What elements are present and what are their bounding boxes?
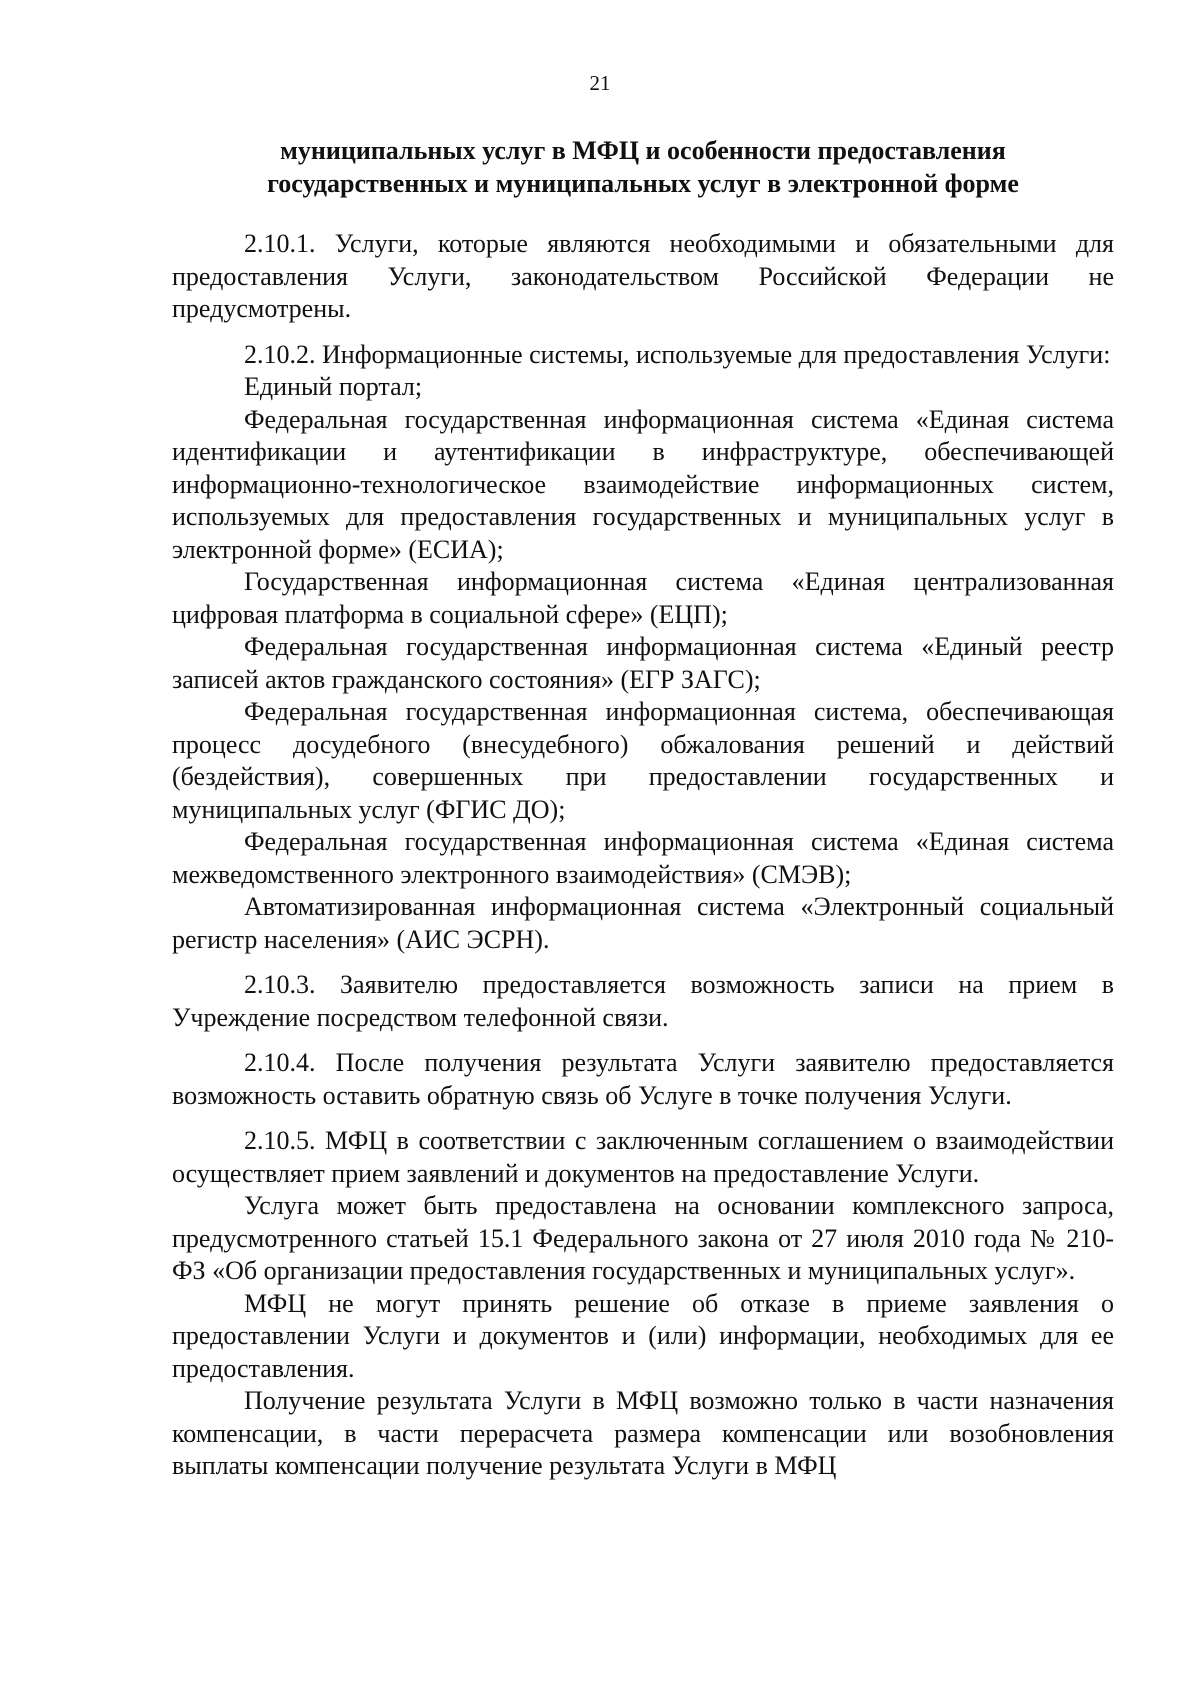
paragraph-mfc-no-refusal: МФЦ не могут принять решение об отказе в приеме заявления о предоставлении Услуги и документов и (или) информации, необходимых для ее предоставления. [172,1288,1114,1383]
paragraph-2-10-5: 2.10.5. МФЦ в соответствии с заключенным соглашением о взаимодействии осуществляет прием заявлений и документов на предоставление Услуги. [172,1126,1114,1188]
document-body [172,134,1114,1483]
paragraph-result-in-mfc: Получение результата Услуги в МФЦ возможно только в части назначения компенсации, в части перерасчета размера компенсации или возобновления выплаты компенсации получение результата Услуги в МФЦ [172,1386,1114,1480]
page-number: 21 [589,71,611,95]
list-item-ecp: Государственная информационная система «Единая централизованная цифровая платформа в социальной сфере» (ЕЦП); [172,567,1114,629]
section-heading-line-2: государственных и муниципальных услуг в электронной форме [267,169,1019,198]
paragraph-2-10-3: 2.10.3. Заявителю предоставляется возможность записи на прием в Учреждение посредством телефонной связи. [172,970,1114,1032]
paragraph-complex-request: Услуга может быть предоставлена на основании комплексного запроса, предусмотренного статьей 15.1 Федерального закона от 27 июля 2010 года № 210-ФЗ «Об организации предоставления государственных и муниципальных услуг». [172,1191,1114,1285]
paragraph-2-10-4: 2.10.4. После получения результата Услуги заявителю предоставляется возможность оставить обратную связь об Услуге в точке получения Услуги. [172,1048,1114,1110]
list-item-egr-zags: Федеральная государственная информационная система «Единый реестр записей актов гражданского состояния» (ЕГР ЗАГС); [172,632,1114,694]
list-item-smev: Федеральная государственная информационная система «Единая система межведомственного электронного взаимодействия» (СМЭВ); [172,827,1114,889]
list-item-ais-esrn: Автоматизированная информационная система «Электронный социальный регистр населения» (АИС ЭСРН). [172,892,1114,954]
list-item-fgis-do: Федеральная государственная информационная система, обеспечивающая процесс досудебного (внесудебного) обжалования решений и действий (бездействия), совершенных при предоставлении государственных и муниципальных услуг (ФГИС ДО); [172,697,1114,824]
paragraph-2-10-2: 2.10.2. Информационные системы, используемые для предоставления Услуги: [244,339,1111,369]
list-item-single-portal: Единый портал; [244,372,423,401]
list-item-esia: Федеральная государственная информационная система «Единая система идентификации и аутентификации в инфраструктуре, обеспечивающей информационно-технологическое взаимодействие информационных систем, используемых для предоставления государственных и муниципальных услуг в электронной форме» (ЕСИА); [172,404,1114,564]
section-heading [172,134,1114,200]
paragraph-2-10-1: 2.10.1. Услуги, которые являются необходимыми и обязательными для предоставления Услуги, законодательством Российской Федерации не предусмотрены. [172,229,1114,323]
section-heading-line-1: муниципальных услуг в МФЦ и особенности предоставления [280,136,1006,165]
